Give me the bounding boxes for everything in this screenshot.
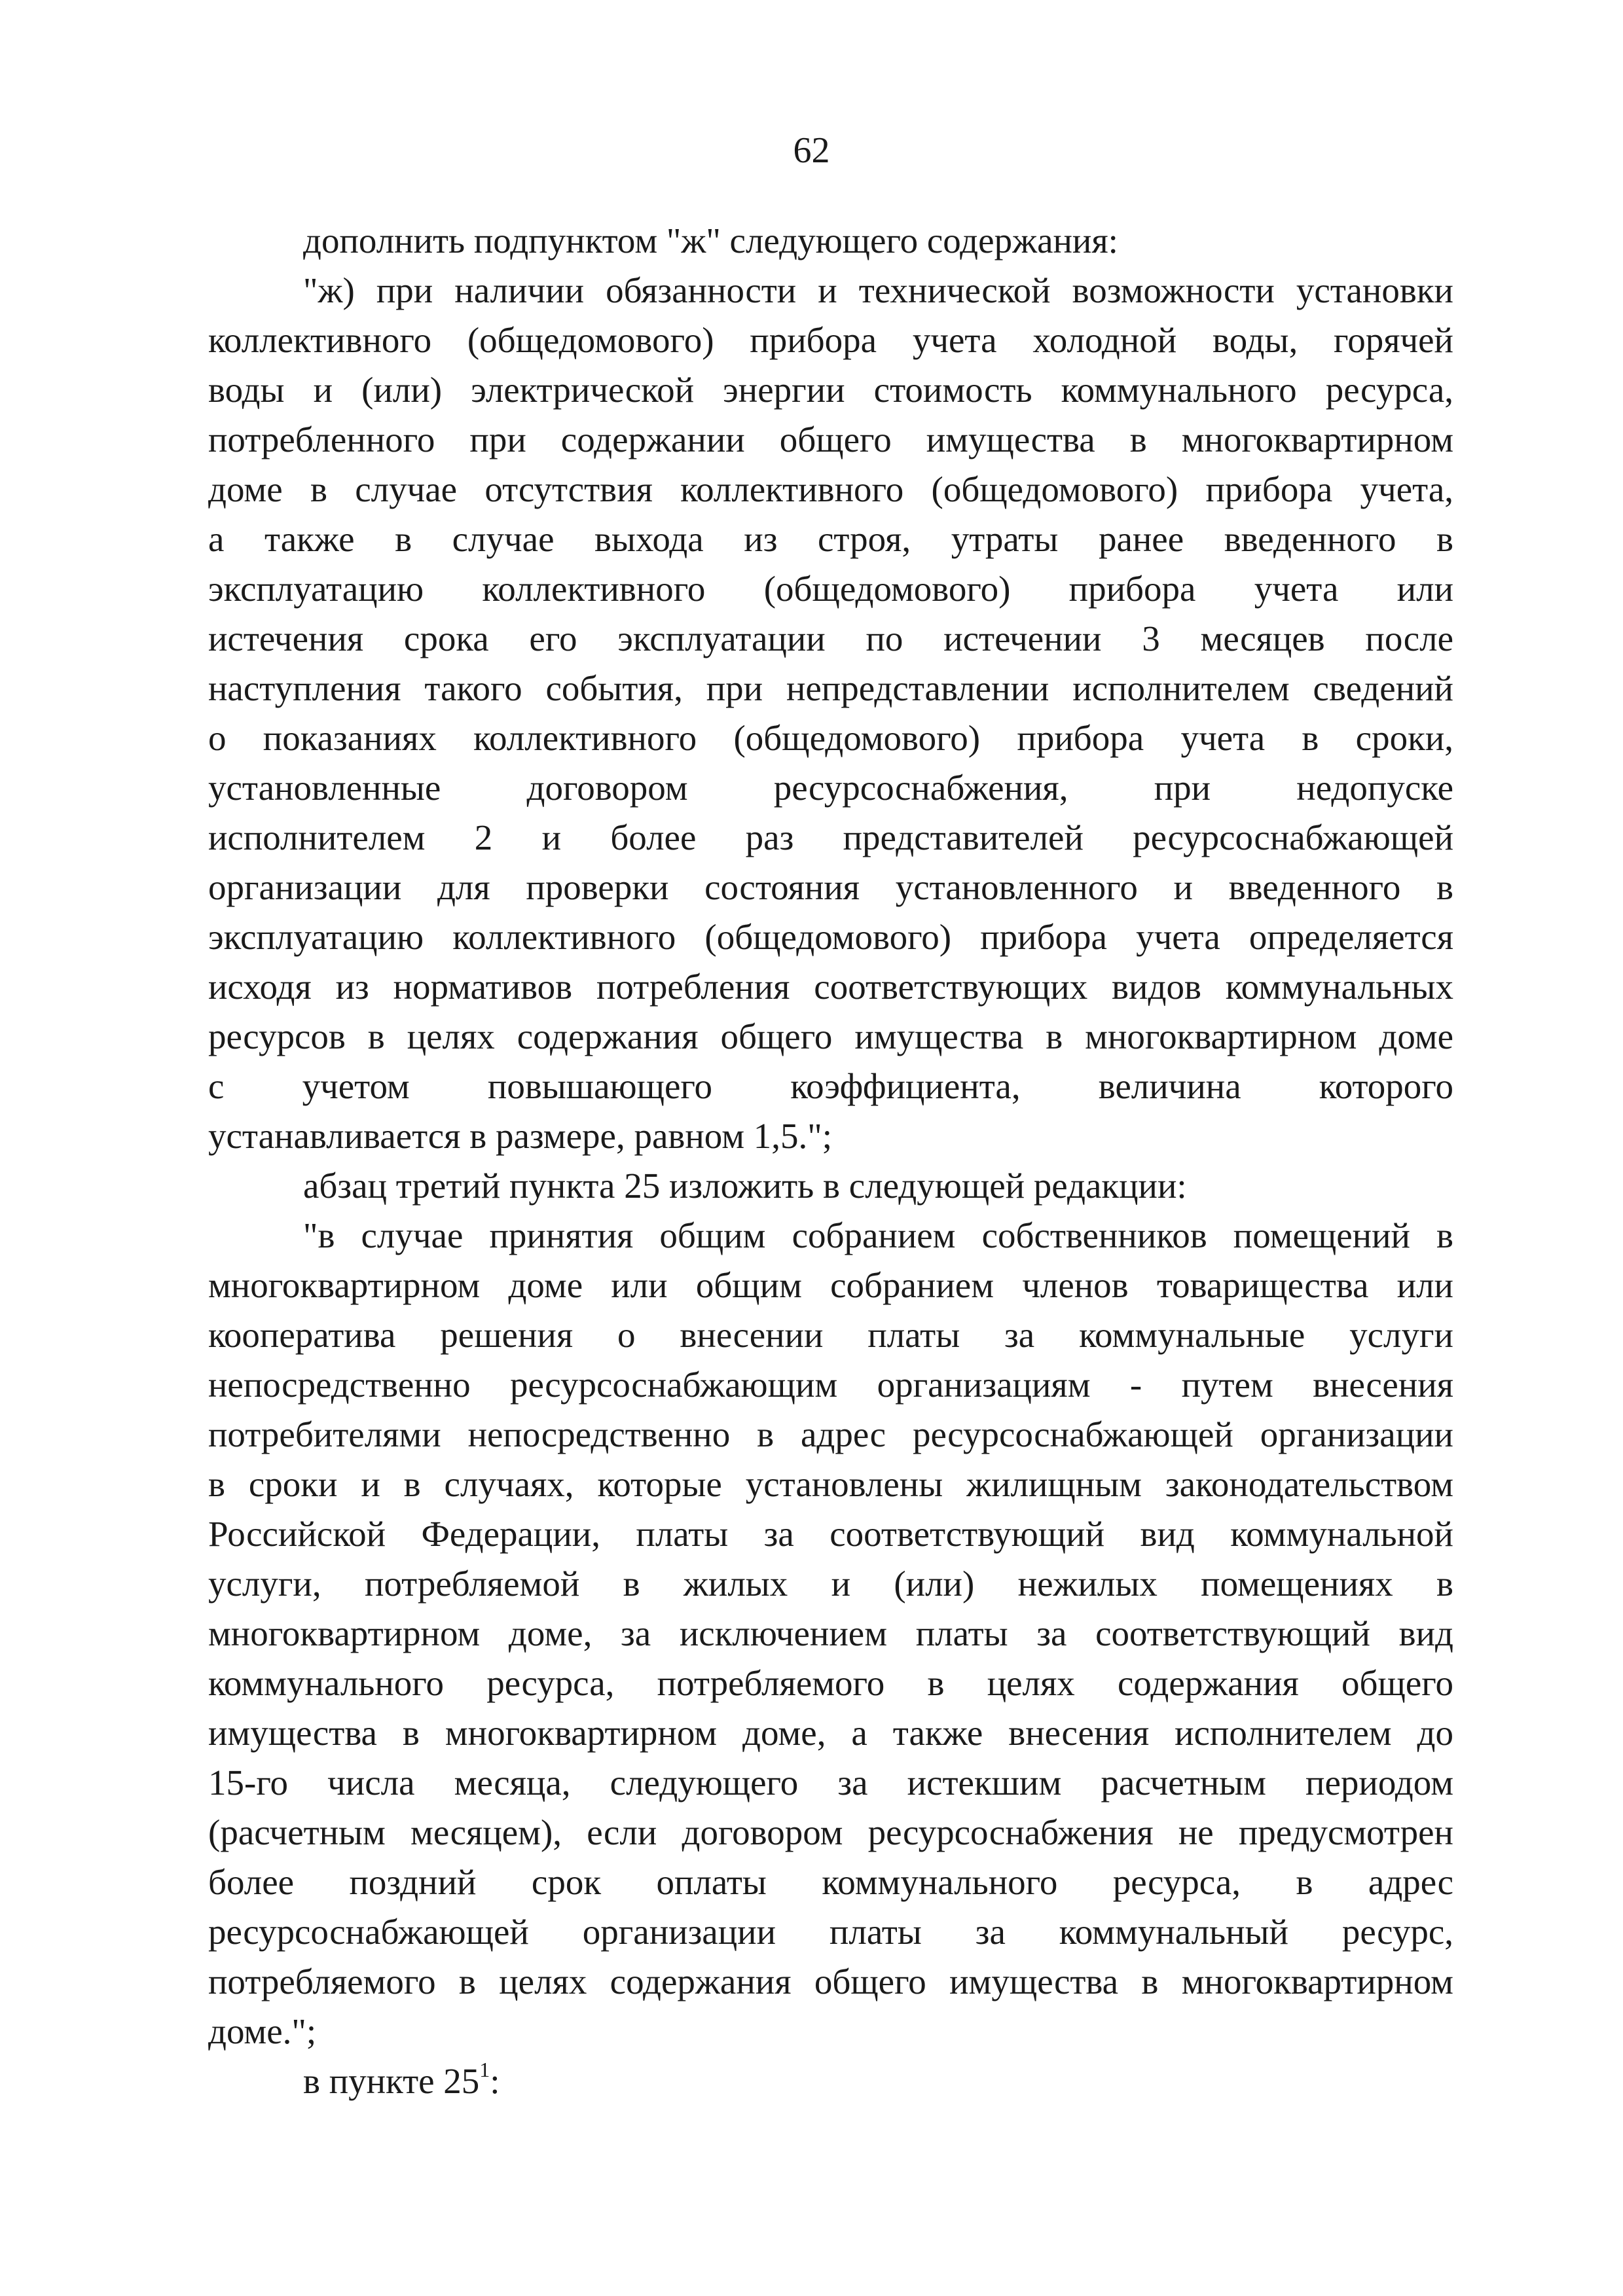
text-line: воды и (или) электрической энергии стоимость коммунального ресурса, [208,370,1453,410]
text-line: ресурсоснабжающей организации платы за коммунальный ресурс, [208,1912,1453,1952]
text-line: о показаниях коллективного (общедомового) прибора учета в сроки, [208,718,1453,758]
text-line-last [208,2056,1453,2106]
text-line: более поздний срок оплаты коммунального ресурса, в адрес [208,1862,1453,1902]
text-line: непосредственно ресурсоснабжающим организациям - путем внесения [208,1365,1453,1405]
text-line: исходя из нормативов потребления соответствующих видов коммунальных [208,967,1453,1007]
text-line: эксплуатацию коллективного (общедомового) прибора учета определяется [208,917,1453,957]
text-line: эксплуатацию коллективного (общедомового) прибора учета или [208,569,1453,609]
text-line: наступления такого события, при непредставлении исполнителем сведений [208,668,1453,708]
text-line: установленные договором ресурсоснабжения, при недопуске [208,768,1453,808]
text-line: многоквартирном доме или общим собранием членов товарищества или [208,1265,1453,1305]
text-line: в сроки и в случаях, которые установлены жилищным законодательством [208,1464,1453,1504]
text-line: (расчетным месяцем), если договором ресурсоснабжения не предусмотрен [208,1812,1453,1852]
page-number: 62 [793,130,830,171]
text-line: "в случае принятия общим собранием собственников помещений в [303,1215,1453,1255]
text-line: ресурсов в целях содержания общего имущества в многоквартирном доме [208,1016,1453,1056]
text-line: доме в случае отсутствия коллективного (общедомового) прибора учета, [208,469,1453,509]
text-line: устанавливается в размере, равном 1,5."; [208,1116,832,1156]
text-line: абзац третий пункта 25 изложить в следующей редакции: [303,1166,1187,1206]
text-line: дополнить подпунктом "ж" следующего содержания: [303,221,1118,260]
superscript: 1 [479,2057,490,2081]
text-line: потребителями непосредственно в адрес ресурсоснабжающей организации [208,1414,1453,1454]
text-line: имущества в многоквартирном доме, а также внесения исполнителем до [208,1713,1453,1753]
text-line: потребляемого в целях содержания общего имущества в многоквартирном [208,1962,1453,2001]
text-line: а также в случае выхода из строя, утраты ранее введенного в [208,519,1453,559]
text-line: "ж) при наличии обязанности и технической возможности установки [303,270,1453,310]
text-line: Российской Федерации, платы за соответствующий вид коммунальной [208,1514,1453,1554]
last-line-suffix: : [490,2061,500,2101]
text-line: потребленного при содержании общего имущества в многоквартирном [208,420,1453,459]
text-line: 15-го числа месяца, следующего за истекшим расчетным периодом [208,1763,1453,1803]
last-line-text: в пункте 25 [303,2061,480,2101]
text-line: исполнителем 2 и более раз представителей ресурсоснабжающей [208,817,1453,857]
text-line: коллективного (общедомового) прибора учета холодной воды, горячей [208,320,1453,360]
text-line: кооператива решения о внесении платы за коммунальные услуги [208,1315,1453,1355]
text-line: с учетом повышающего коэффициента, величина которого [208,1066,1453,1106]
text-line: истечения срока его эксплуатации по истечении 3 месяцев после [208,619,1453,658]
text-line: доме."; [208,2011,317,2051]
text-line: коммунального ресурса, потребляемого в целях содержания общего [208,1663,1453,1703]
text-line: многоквартирном доме, за исключением платы за соответствующий вид [208,1613,1453,1653]
text-line: услуги, потребляемой в жилых и (или) нежилых помещениях в [208,1564,1453,1604]
document-body [208,216,1453,2106]
text-line: организации для проверки состояния установленного и введенного в [208,867,1453,907]
